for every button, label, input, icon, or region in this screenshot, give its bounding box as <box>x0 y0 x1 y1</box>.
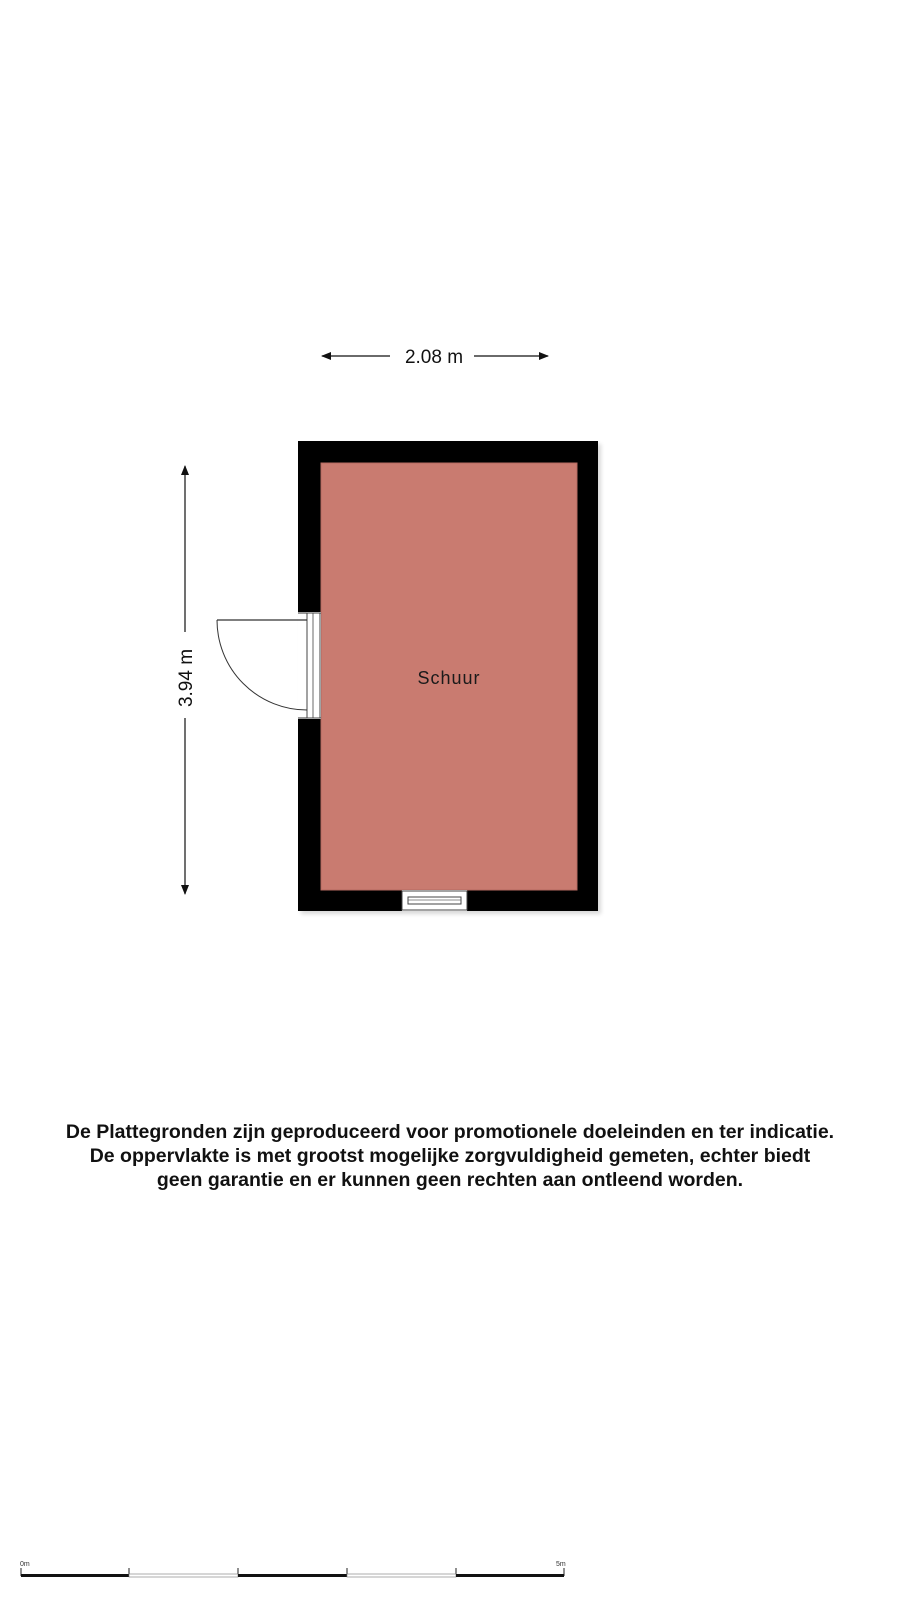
disclaimer-line-2: De oppervlakte is met grootst mogelijke zorgvuldigheid gemeten, echter biedt <box>89 1145 811 1167</box>
scale-bar-end-label: 5m <box>556 1561 566 1568</box>
window <box>402 890 467 911</box>
scale-bar-segment-5 <box>456 1574 564 1577</box>
scale-bar-segment-1 <box>21 1574 129 1577</box>
length-dimension-label: 3.94 m <box>176 648 197 708</box>
scale-bar <box>20 1561 566 1577</box>
disclaimer <box>0 1120 900 1192</box>
door-swing-arc <box>217 620 307 710</box>
door-frame <box>307 613 320 718</box>
disclaimer-line-1: De Plattegronden zijn geproduceerd voor promotionele doeleinden en ter indicatie. <box>65 1121 835 1143</box>
scale-bar-segment-2 <box>129 1574 238 1577</box>
width-dimension-label: 2.08 m <box>404 347 464 368</box>
scale-bar-segment-3 <box>238 1574 347 1577</box>
scale-bar-start-label: 0m <box>20 1561 30 1568</box>
window-glass <box>408 897 461 904</box>
disclaimer-line-3: geen garantie en er kunnen geen rechten aan ontleend worden. <box>156 1169 744 1191</box>
width-dimension <box>322 347 548 368</box>
room-label: Schuur <box>417 668 481 688</box>
length-dimension <box>176 466 197 894</box>
scale-bar-segment-4 <box>347 1574 456 1577</box>
room-schuur <box>217 441 601 914</box>
door <box>217 612 321 719</box>
